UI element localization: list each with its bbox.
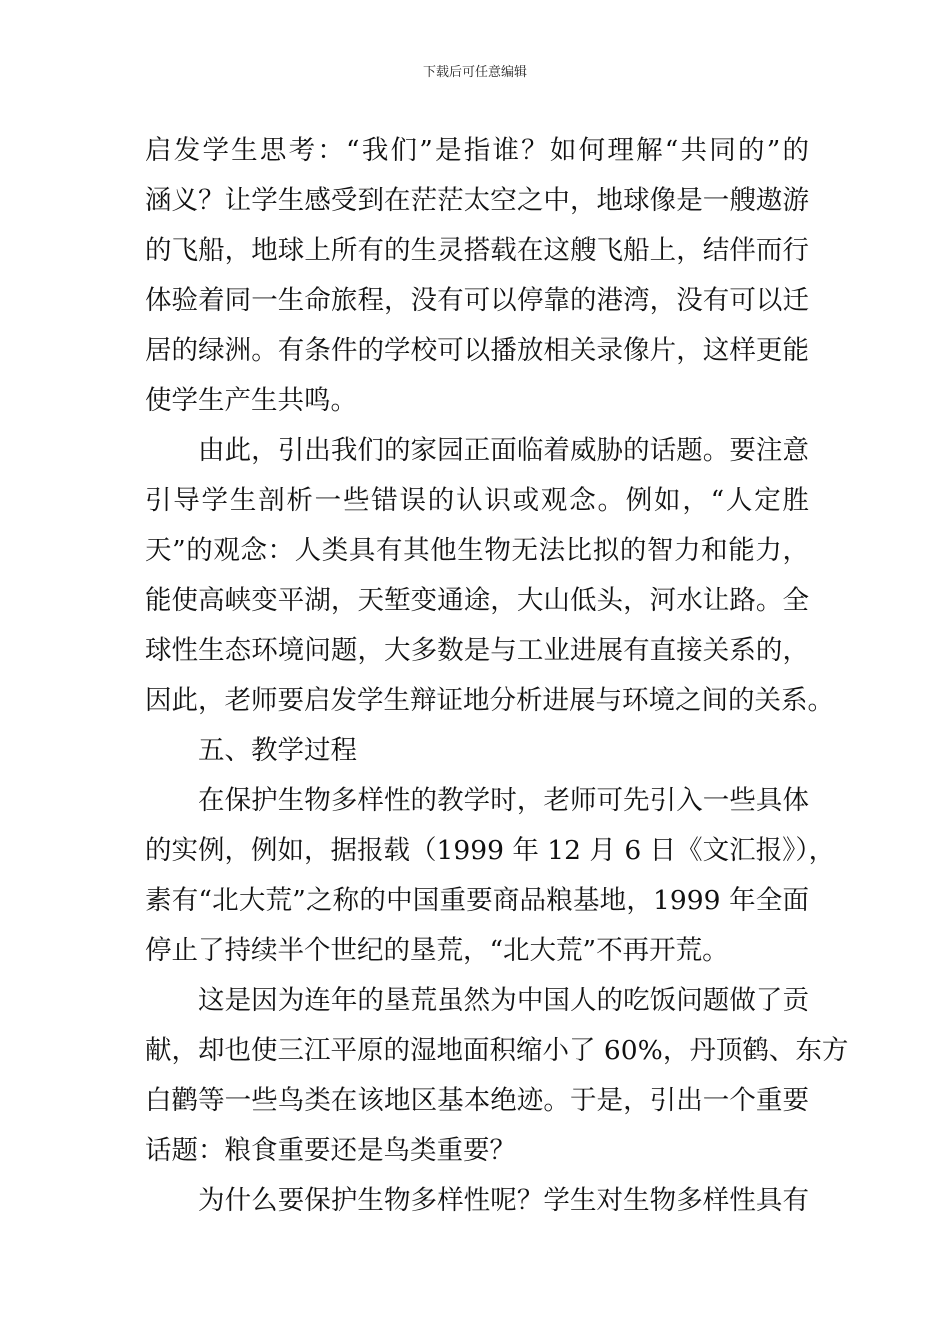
text-line: 的飞船，地球上所有的生灵搭载在这艘飞船上，结伴而行	[145, 235, 809, 266]
paragraph	[145, 1176, 809, 1226]
text-line: 这是因为连年的垦荒虽然为中国人的吃饭问题做了贡	[198, 985, 809, 1016]
text-line: 话题：粮食重要还是鸟类重要？	[145, 1135, 516, 1166]
text-line: 引导学生剖析一些错误的认识或观念。例如，“人定胜	[145, 485, 809, 516]
text-line: 使学生产生共鸣。	[145, 385, 357, 416]
text-line: 白鹳等一些鸟类在该地区基本绝迹。于是，引出一个重要	[145, 1085, 809, 1116]
paragraph	[145, 126, 809, 426]
text-line: 在保护生物多样性的教学时，老师可先引入一些具体	[198, 785, 809, 816]
text-line: 献，却也使三江平原的湿地面积缩小了 60%，丹顶鹤、东方	[145, 1035, 849, 1066]
text-line: 体验着同一生命旅程，没有可以停靠的港湾，没有可以迁	[145, 285, 809, 316]
text-line: 停止了持续半个世纪的垦荒，“北大荒”不再开荒。	[145, 935, 729, 966]
paragraph	[145, 976, 849, 1176]
paragraph	[145, 426, 834, 726]
paragraph	[145, 776, 836, 976]
text-line: 的实例，例如，据报载（1999 年 12 月 6 日《文汇报》），	[145, 835, 836, 866]
text-line: 居的绿洲。有条件的学校可以播放相关录像片，这样更能	[145, 335, 809, 366]
text-line: 涵义？让学生感受到在茫茫太空之中，地球像是一艘遨游	[145, 185, 809, 216]
text-line: 能使高峡变平湖，天堑变通途，大山低头，河水让路。全	[145, 585, 809, 616]
text-line: 为什么要保护生物多样性呢？学生对生物多样性具有	[198, 1185, 809, 1216]
section-heading	[145, 726, 809, 776]
page-header-note: 下载后可任意编辑	[422, 65, 527, 80]
text-line: 因此，老师要启发学生辩证地分析进展与环境之间的关系。	[145, 685, 834, 716]
text-line: 素有“北大荒”之称的中国重要商品粮基地，1999 年全面	[145, 885, 809, 916]
text-line: 启发学生思考：“我们”是指谁？如何理解“共同的”的	[145, 135, 809, 166]
text-line: 由此，引出我们的家园正面临着威胁的话题。要注意	[198, 435, 809, 466]
text-line: 球性生态环境问题，大多数是与工业进展有直接关系的，	[145, 635, 809, 666]
document-body	[145, 126, 849, 1226]
section-heading-text: 五、教学过程	[198, 735, 357, 766]
text-line: 天”的观念：人类具有其他生物无法比拟的智力和能力，	[145, 535, 809, 566]
